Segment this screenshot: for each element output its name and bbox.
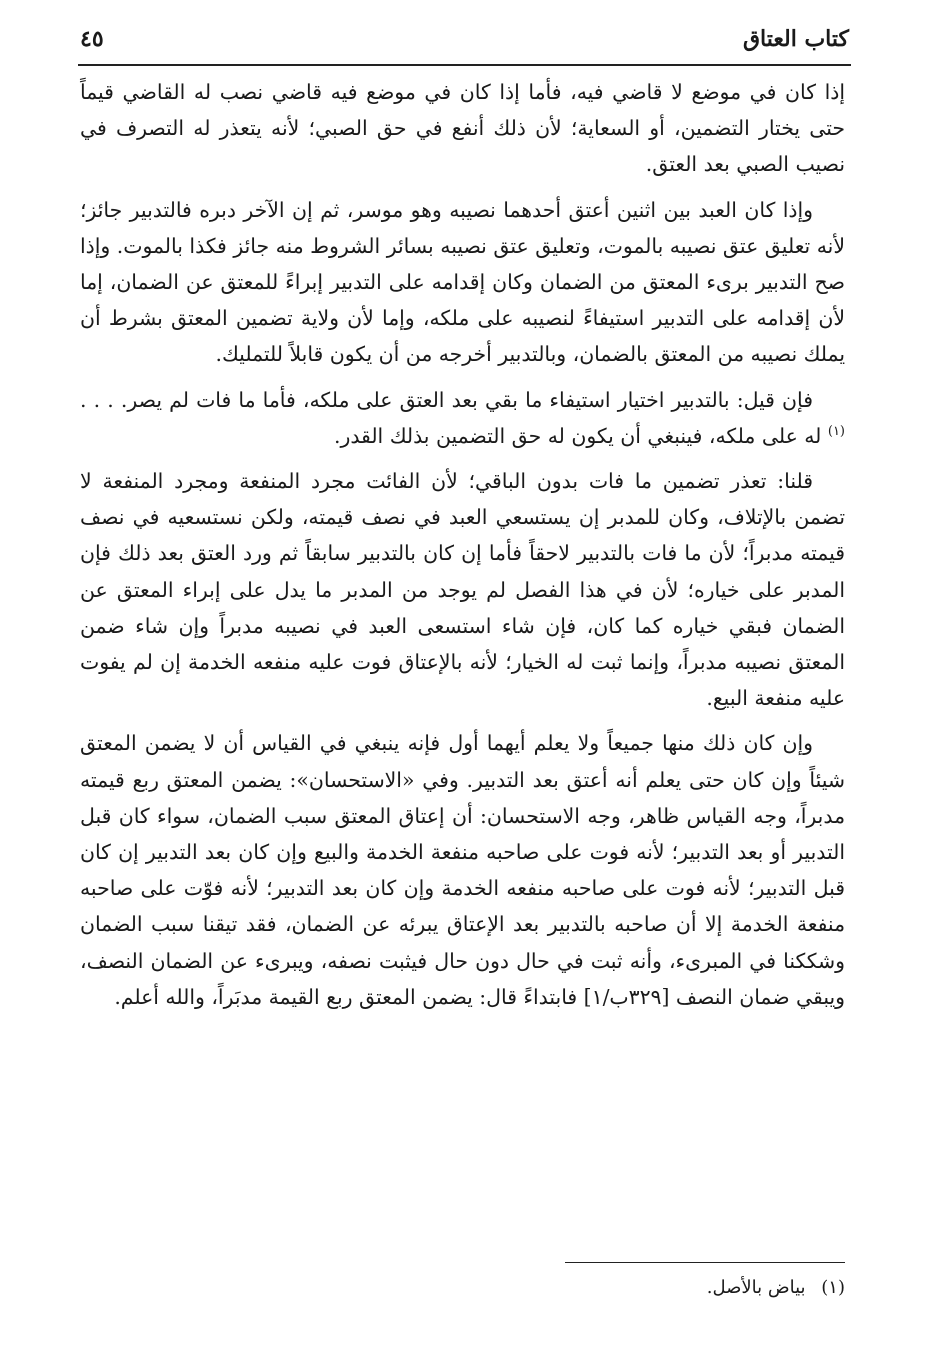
footnote: [707, 1274, 845, 1302]
running-head: [80, 18, 849, 60]
footnote-number: (١): [821, 1277, 845, 1298]
page-number: ٤٥: [80, 26, 104, 52]
paragraph-answer: قلنا: تعذر تضمين ما فات بدون الباقي؛ لأن الفائت مجرد المنفعة ومجرد المنفعة لا تضمن بالإتلاف، وكان للمدبر إن يستسعي العبد في نصف قيمته، ولكن نستسعيه في نصف قيمته مدبراً؛ لأن ما فات بالتدبير لاحقاً فأما إن كان بالتدبير سابقاً ثم ورد العتق بعد ذلك فإن المدبر على خياره؛ لأن في هذا الفصل لم يوجد من المدبر ما يدل على إبراء المعتق عن الضمان فبقي خياره كما كان، فإن شاء استسعى العبد في نصيبه مدبراً وإن شاء ضمن المعتق نصيبه مدبراً، وإنما ثبت له الخيار؛ لأنه بالإعتاق فوت عليه منفعه الخدمة إن لم يفوت عليه منفعة البيع.: [80, 469, 845, 711]
footnote-text: بياض بالأصل.: [706, 1277, 806, 1298]
paragraph-2: وإذا كان العبد بين اثنين أعتق أحدهما نصيبه وهو موسر، ثم إن الآخر دبره فالتدبير جائز؛ لأنه تعليق عتق نصيبه بالموت، وتعليق عتق نصيبه بسائر الشروط منه جائز فكذا بالموت. وإذا صح التدبير برىء المعتق من الضمان وكان إقدامه على التدبير إبراءً للمعتق عن الضمان، إما لأن إقدامه على التدبير استيفاءً لنصيبه على ملكه، وإما لأن ولاية تضمين المعتق بشرط أن يملك نصيبه من المعتق بالضمان، وبالتدبير أخرجه من أن يكون قابلاً للتمليك.: [80, 197, 845, 367]
question-text: فإن قيل: بالتدبير اختيار استيفاء ما بقي بعد العتق على ملكه، فأما ما فات لم يصر. . . .: [80, 387, 813, 412]
book-title: كتاب العتاق: [742, 26, 849, 52]
footnote-divider: [565, 1262, 845, 1263]
main-text: [80, 74, 845, 1024]
question-text-continued: له على ملكه، فينبغي أن يكون له حق التضمين بذلك القدر.: [334, 423, 828, 448]
paragraph-1: إذا كان في موضع لا قاضي فيه، فأما إذا كان في موضع فيه قاضي نصب له القاضي قيماً حتى يختار التضمين، أو السعاية؛ لأن ذلك أنفع في حق الصبي؛ لأنه يتعذر له التصرف في نصيب الصبي بعد العتق.: [80, 80, 845, 177]
header-divider: [78, 64, 851, 66]
footnote-reference[interactable]: (١): [827, 424, 845, 440]
paragraph-question: [80, 382, 845, 454]
paragraph-final: وإن كان ذلك منها جميعاً ولا يعلم أيهما أول فإنه ينبغي في القياس أن لا يضمن المعتق شيئاً وإن كان حتى يعلم أنه أعتق بعد التدبير. وفي «الاستحسان»: يضمن المعتق ربع قيمته مدبراً، وجه القياس ظاهر، وجه الاستحسان: أن إعتاق المعتق سبب الضمان، سواء كان قبل التدبير أو بعد التدبير؛ لأنه فوت على صاحبه منفعة الخدمة والبيع وإن كان بعد التدبير إن كان قبل التدبير؛ لأنه فوت على صاحبه منفعه الخدمة وإن كان بعد التدبير؛ لأنه فوّت على صاحبه منفعة الخدمة إلا أن صاحبه بالتدبير بعد الإعتاق يبرئه عن الضمان، فقد تيقنا سبب الضمان وشككنا في المبرىء، وأنه ثبت في حال دون حال فيثبت نصفه، ويبرىء عن الضمان النصف، ويبقي ضمان النصف [٣٢٩ب/١] فابتداءً قال: يضمن المعتق ربع القيمة مدبَراً، والله أعلم.: [80, 731, 845, 1009]
